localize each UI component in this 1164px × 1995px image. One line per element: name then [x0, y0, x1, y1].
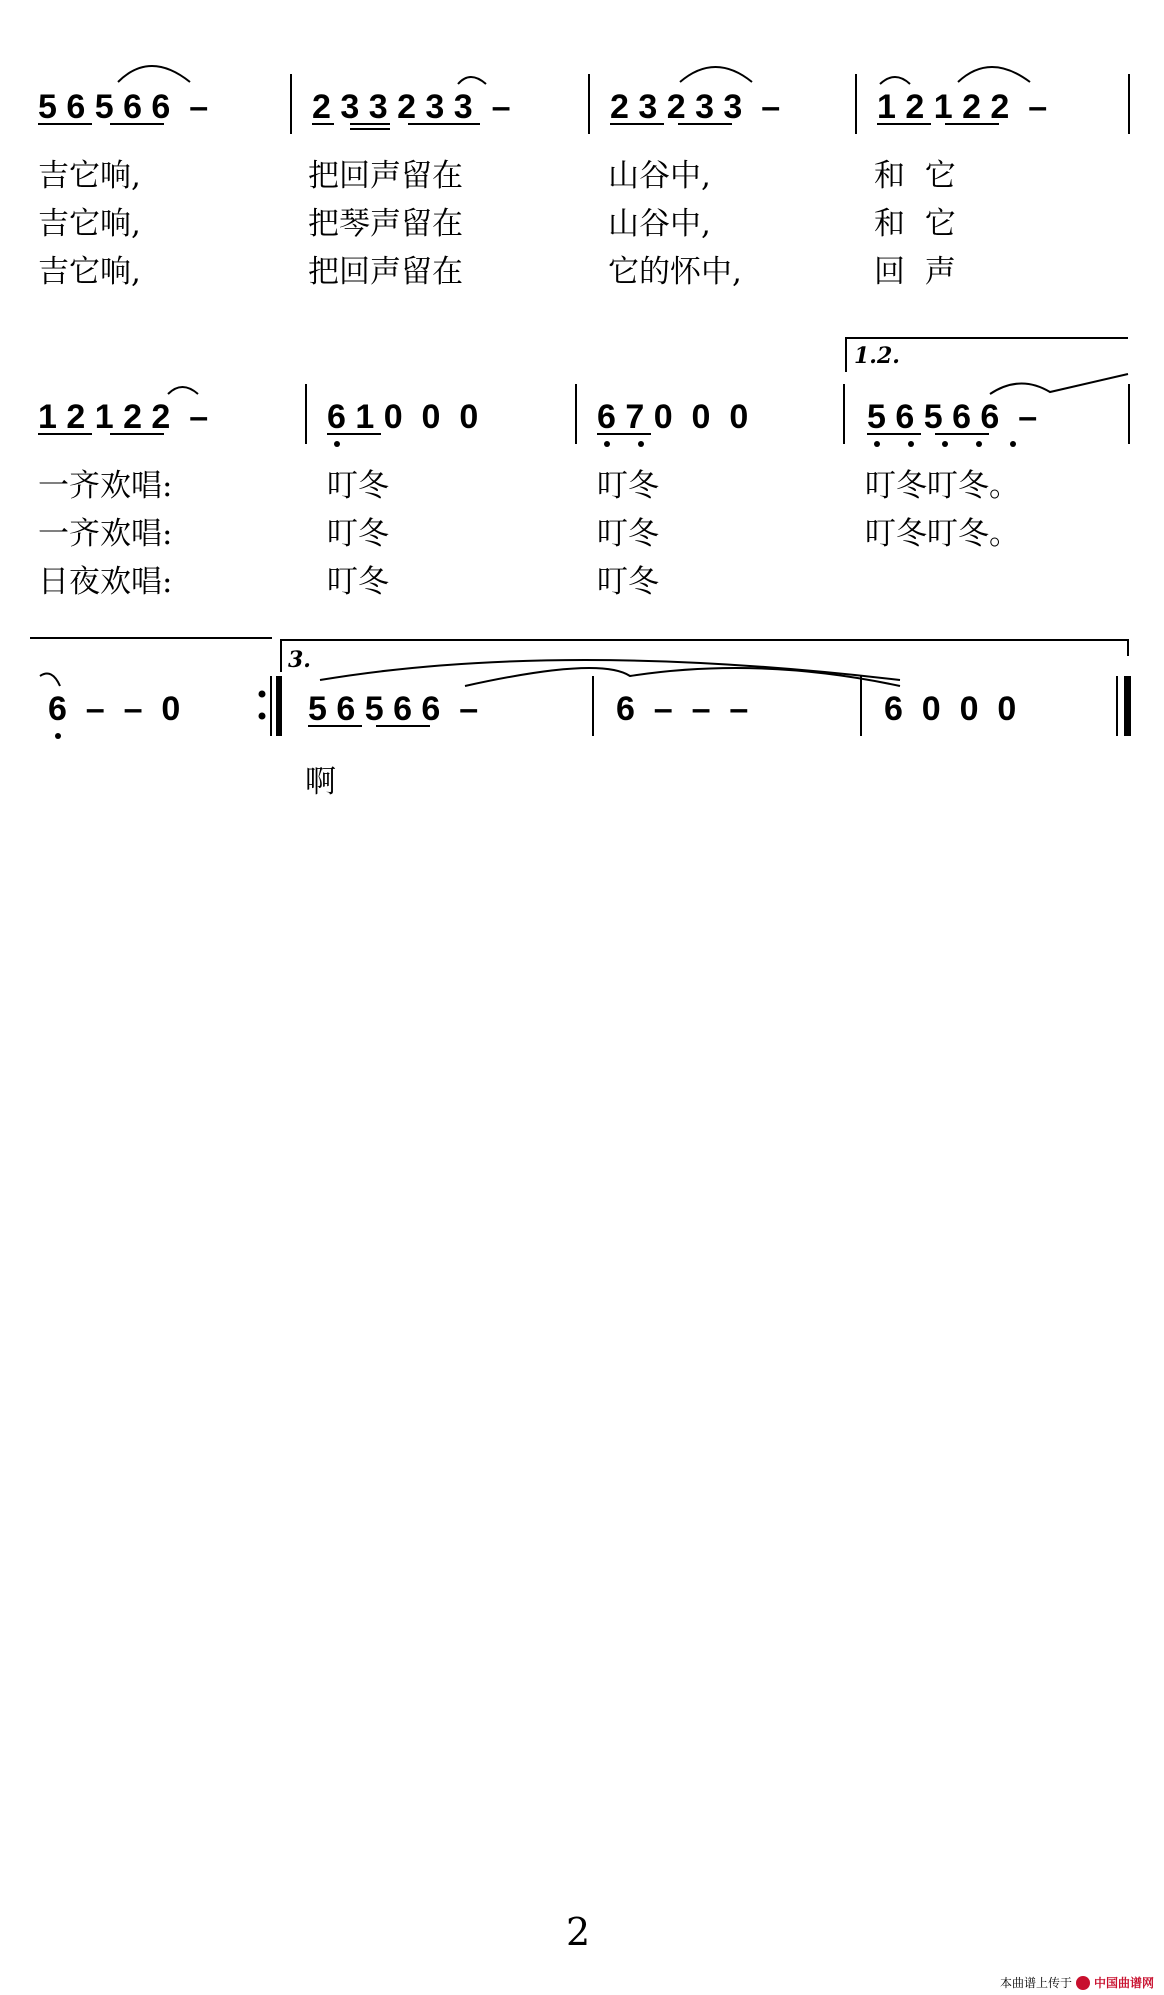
lyric-verse-3: 叮冬 — [597, 564, 659, 600]
site-logo-icon — [1076, 1976, 1090, 1990]
lyric-verse-3: 回 声 — [874, 254, 956, 290]
measure-3-notes: 2 3 2 3 3 – — [610, 88, 781, 126]
lyric-verse-2: 叮冬 — [327, 516, 389, 552]
measure-12-notes: 6 0 0 0 — [884, 690, 1017, 728]
measure-1-notes: 5 6 5 6 6 – — [38, 88, 209, 126]
slur — [880, 77, 910, 84]
measure-9-notes: 6 – – 0 — [48, 690, 181, 728]
measure-2-notes: 2 3 3 2 3 3 – — [312, 88, 511, 126]
lyric-verse-1: 叮冬 — [597, 468, 659, 504]
volta-1-2-bracket — [846, 338, 1128, 372]
lyric-verse-1: 把回声留在 — [308, 158, 463, 194]
slur — [680, 67, 752, 82]
slur — [958, 67, 1030, 82]
lyric-verse-3: 吉它响, — [38, 254, 141, 290]
footer-site-name: 中国曲谱网 — [1093, 1976, 1154, 1990]
lyric-verse-1: 叮冬叮冬。 — [865, 468, 1020, 504]
footer-prefix: 本曲谱上传于 — [999, 1976, 1072, 1990]
lyric-verse-2: 和 它 — [874, 206, 956, 242]
lyric-verse-2: 一齐欢唱: — [38, 516, 173, 552]
measure-6-notes: 6 1 0 0 0 — [327, 398, 479, 436]
lyric-verse-3: 把回声留在 — [308, 254, 463, 290]
lyric-verse-3: 它的怀中, — [608, 254, 742, 290]
lyric-verse-2: 吉它响, — [38, 206, 141, 242]
lyric-verse-3: 日夜欢唱: — [38, 564, 173, 600]
slur — [990, 374, 1128, 394]
slur — [168, 387, 198, 394]
page-number: 2 — [566, 1910, 591, 1954]
volta-1-2-label: 1.2. — [854, 343, 900, 369]
tie — [465, 668, 900, 686]
lyric-ah: 啊 — [305, 764, 336, 800]
lyric-verse-2: 叮冬叮冬。 — [865, 516, 1020, 552]
measure-7-notes: 6 7 0 0 0 — [597, 398, 749, 436]
lyric-verse-2: 叮冬 — [597, 516, 659, 552]
lyric-verse-2: 山谷中, — [608, 206, 711, 242]
footer-watermark — [1000, 1974, 1154, 1991]
volta-3-label: 3. — [288, 647, 311, 673]
slur — [118, 66, 190, 82]
lyric-verse-1: 和 它 — [874, 158, 956, 194]
lyric-verse-1: 山谷中, — [608, 158, 711, 194]
slur — [458, 77, 486, 84]
volta-3-bracket — [281, 640, 1128, 672]
lyric-verse-1: 吉它响, — [38, 158, 141, 194]
tie — [40, 674, 60, 686]
measure-5-notes: 1 2 1 2 2 – — [38, 398, 209, 436]
measure-11-notes: 6 – – – — [616, 690, 749, 728]
lyric-verse-1: 叮冬 — [327, 468, 389, 504]
lyric-verse-1: 一齐欢唱: — [38, 468, 173, 504]
measure-10-notes: 5 6 5 6 6 – — [308, 690, 479, 728]
lyric-verse-3: 叮冬 — [327, 564, 389, 600]
measure-4-notes: 1 2 1 2 2 – — [877, 88, 1048, 126]
lyric-verse-2: 把琴声留在 — [308, 206, 463, 242]
measure-8-notes: 5 6 5 6 6 – — [867, 398, 1038, 436]
